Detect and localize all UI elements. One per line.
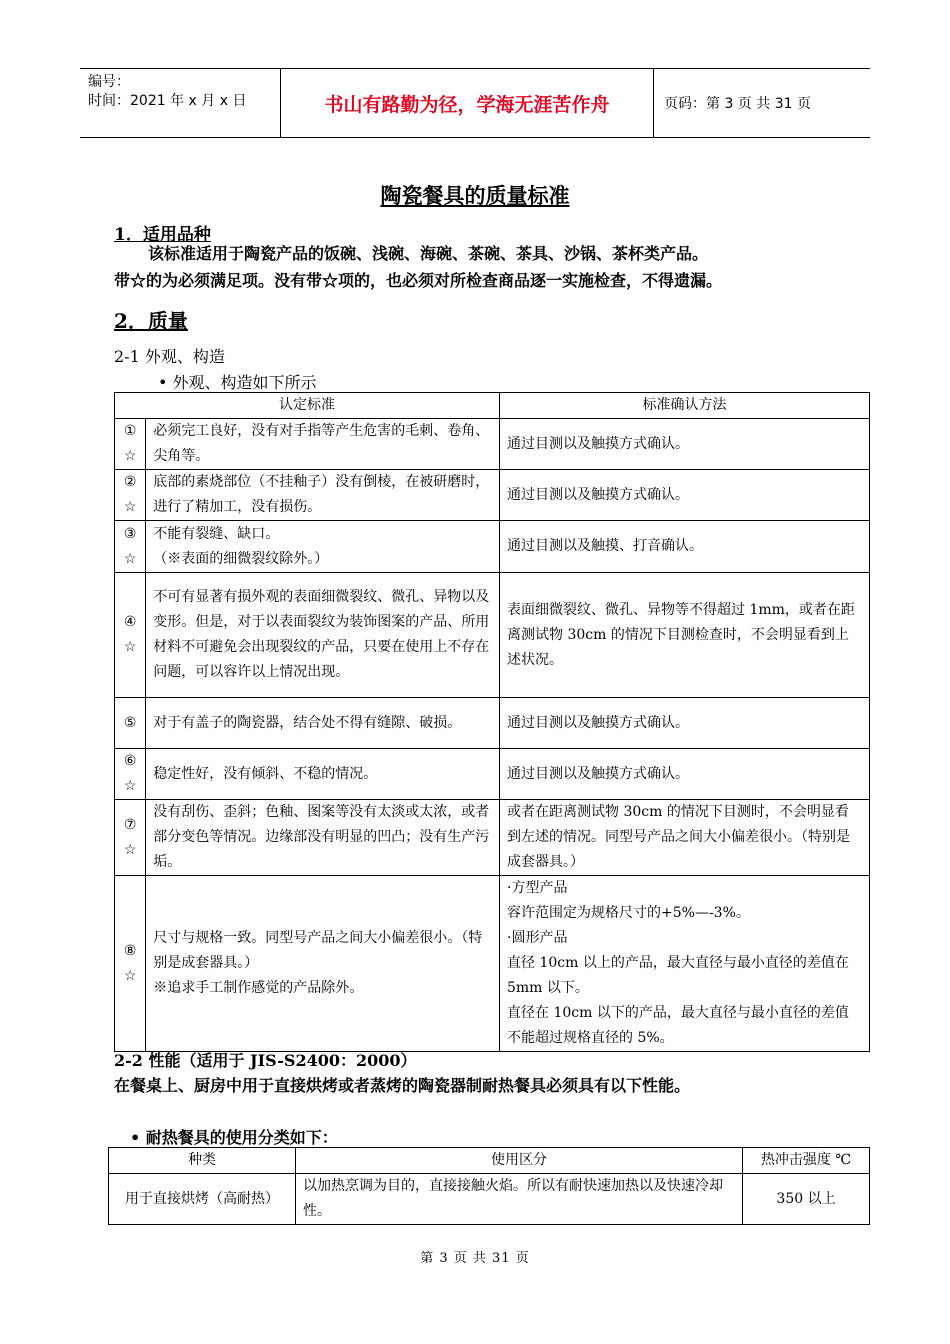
col-header-type: 种类 xyxy=(109,1148,296,1174)
row-criteria: 必须完工良好，没有对手指等产生危害的毛刺、卷角、尖角等。 xyxy=(146,419,500,470)
row-method: 表面细微裂纹、微孔、异物等不得超过 1mm，或者在距离测试物 30cm 的情况下目测检查时，不会明显看到上述状况。 xyxy=(500,573,870,698)
header-date: 时间：2021 年 x 月 x 日 xyxy=(88,93,247,109)
table-header-row xyxy=(115,393,870,419)
page-footer: 第 3 页 共 31 页 xyxy=(420,1251,530,1266)
row-number: ④ ☆ xyxy=(115,573,146,698)
bullet-appearance: • 外观、构造如下所示 xyxy=(158,373,317,392)
row-number: ⑦ ☆ xyxy=(115,800,146,876)
subsection-2-1: 2-1 外观、构造 xyxy=(114,347,225,366)
table-row xyxy=(115,698,870,749)
row-method: 通过目测以及触摸方式确认。 xyxy=(500,419,870,470)
row-strength: 350 以上 xyxy=(743,1174,870,1225)
section2-heading: 2．质量 xyxy=(114,309,188,333)
table-row xyxy=(115,573,870,698)
heat-resistance-table xyxy=(108,1147,870,1225)
header-number: 编号： xyxy=(88,74,130,90)
page-header xyxy=(80,68,870,138)
row-number: ① ☆ xyxy=(115,419,146,470)
row-number: ③ ☆ xyxy=(115,521,146,573)
row-type: 用于直接烘烤（高耐热） xyxy=(109,1174,296,1225)
col-header-strength: 热冲击强度 ℃ xyxy=(743,1148,870,1174)
col-header-criteria: 认定标准 xyxy=(115,393,500,419)
row-usage: 以加热烹调为目的，直接接触火焰。所以有耐快速加热以及快速冷却性。 xyxy=(296,1174,743,1225)
table-row xyxy=(115,470,870,521)
row-number: ⑥ ☆ xyxy=(115,749,146,800)
header-page-number: 页码：第 3 页 共 31 页 xyxy=(664,96,811,112)
row-method: 或者在距离测试物 30cm 的情况下目测时，不会明显看到左述的情况。同型号产品之间大小偏差很小。（特别是成套器具。） xyxy=(500,800,870,876)
subsection-2-2: 2-2 性能（适用于 JIS-S2400：2000） xyxy=(114,1051,417,1070)
section1-line2: 带☆的为必须满足项。没有带☆项的，也必须对所检查商品逐一实施检查，不得遗漏。 xyxy=(114,271,723,290)
table-row xyxy=(115,800,870,876)
row-number: ② ☆ xyxy=(115,470,146,521)
row-criteria: 没有刮伤、歪斜；色釉、图案等没有太淡或太浓，或者部分变色等情况。边缘部没有明显的凹凸；没有生产污垢。 xyxy=(146,800,500,876)
row-criteria: 不能有裂缝、缺口。 （※表面的细微裂纹除外。） xyxy=(146,521,500,573)
header-motto: 书山有路勤为径，学海无涯苦作舟 xyxy=(281,69,654,137)
row-method: 通过目测以及触摸方式确认。 xyxy=(500,749,870,800)
row-method: ·方型产品 容许范围定为规格尺寸的+5%—-3%。 ·圆形产品 直径 10cm 以上的产品，最大直径与最小直径的差值在 5mm 以下。 直径在 10cm 以下的产品，最大直径与最小直径的差值不能超过规格直径的 5%。 xyxy=(500,876,870,1052)
bullet-heat-classes: • 耐热餐具的使用分类如下： xyxy=(130,1128,338,1147)
document-title: 陶瓷餐具的质量标准 xyxy=(380,183,570,208)
table-row xyxy=(115,749,870,800)
row-criteria: 对于有盖子的陶瓷器，结合处不得有缝隙、破损。 xyxy=(146,698,500,749)
row-criteria: 尺寸与规格一致。同型号产品之间大小偏差很小。（特别是成套器具。） ※追求手工制作感觉的产品除外。 xyxy=(146,876,500,1052)
table-row xyxy=(115,521,870,573)
section1-heading: 1．适用品种 xyxy=(114,225,211,245)
row-method: 通过目测以及触摸方式确认。 xyxy=(500,698,870,749)
header-meta xyxy=(80,69,281,137)
table-row xyxy=(109,1174,870,1225)
section1-body xyxy=(114,240,874,294)
row-number: ⑤ xyxy=(115,698,146,749)
appearance-table xyxy=(114,392,870,1052)
table-row xyxy=(115,876,870,1052)
col-header-method: 标准确认方法 xyxy=(500,393,870,419)
row-criteria: 稳定性好，没有倾斜、不稳的情况。 xyxy=(146,749,500,800)
col-header-usage: 使用区分 xyxy=(296,1148,743,1174)
table-header-row xyxy=(109,1148,870,1174)
row-number: ⑧ ☆ xyxy=(115,876,146,1052)
row-criteria: 不可有显著有损外观的表面细微裂纹、微孔、异物以及变形。但是，对于以表面裂纹为装饰图案的产品、所用材料不可避免会出现裂纹的产品，只要在使用上不存在问题，可以容许以上情况出现。 xyxy=(146,573,500,698)
section22-body: 在餐桌上、厨房中用于直接烘烤或者蒸烤的陶瓷器制耐热餐具必须具有以下性能。 xyxy=(114,1076,691,1095)
table-row xyxy=(115,419,870,470)
row-criteria: 底部的素烧部位（不挂釉子）没有倒棱，在被研磨时，进行了精加工，没有损伤。 xyxy=(146,470,500,521)
row-method: 通过目测以及触摸、打音确认。 xyxy=(500,521,870,573)
row-method: 通过目测以及触摸方式确认。 xyxy=(500,470,870,521)
section1-line1: 该标准适用于陶瓷产品的饭碗、浅碗、海碗、茶碗、茶具、沙锅、茶杯类产品。 xyxy=(148,244,709,263)
